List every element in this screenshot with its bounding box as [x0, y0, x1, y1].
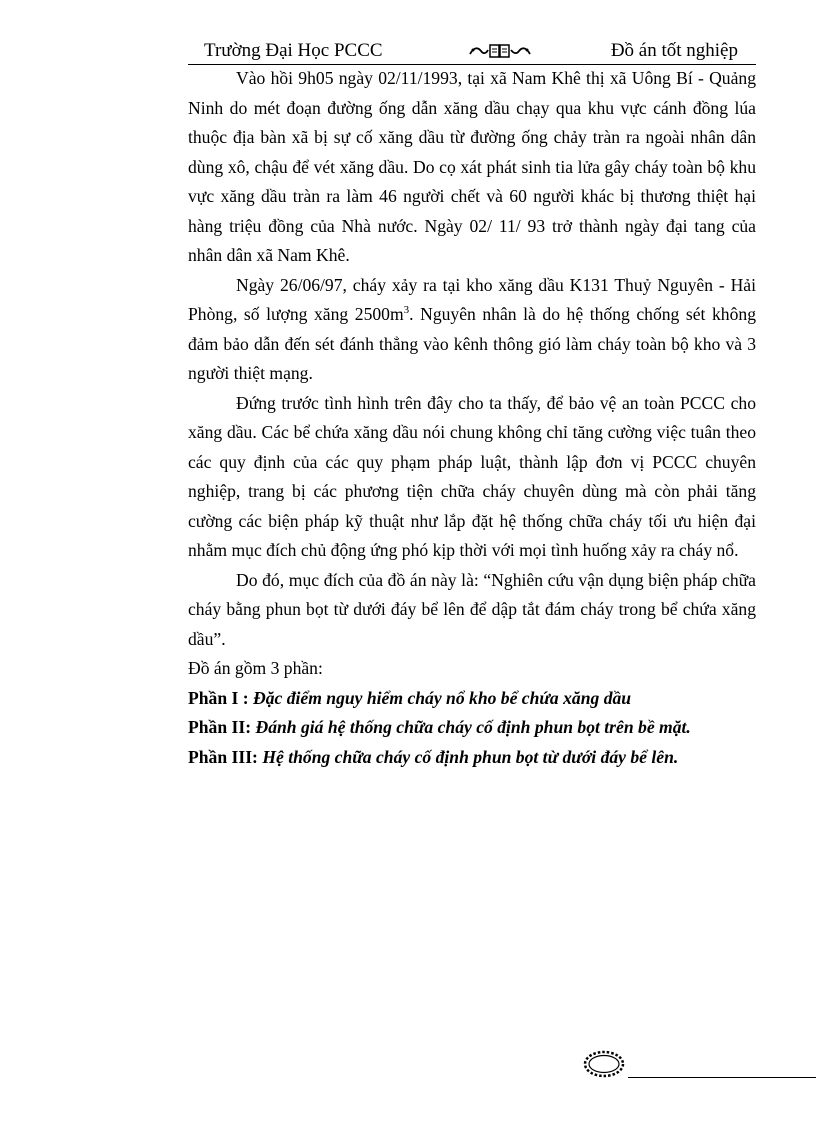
part-title: Đặc điểm nguy hiểm cháy nổ kho bể chứa xăng dầu	[253, 687, 632, 708]
document-body	[188, 64, 756, 772]
book-ornament-icon	[468, 41, 532, 61]
superscript-cube: 3	[403, 304, 410, 317]
paragraph-safety-measures: Đứng trước tình hình trên đây cho ta thấy, để bảo vệ an toàn PCCC cho xăng dầu. Các bể chứa xăng dầu nói chung không chỉ tăng cường việc tuân theo các quy định của các quy phạm pháp luật, thành lập đơn vị PCCC chuyên nghiệp, trang bị các phương tiện chữa cháy chuyên dùng mà còn phải tăng cường các biện pháp kỹ thuật như lắp đặt hệ thống chữa cháy tối ưu hiện đại nhằm mục đích chủ động ứng phó kịp thời với mọi tình huống xảy ra cháy nổ.	[188, 392, 756, 560]
part-title: Đánh giá hệ thống chữa cháy cố định phun bọt trên bề mặt.	[255, 717, 691, 737]
part-item	[188, 743, 756, 773]
part-label: Phần III:	[188, 746, 258, 767]
paragraph-k131-text-a: Ngày 26/06/97, cháy xảy ra tại kho xăng dầu K131 Thuỷ Nguyên - Hải Phòng, số lượng xăng 2500m	[188, 274, 756, 324]
footer-rule	[628, 1077, 816, 1078]
part-label: Phần II:	[188, 717, 252, 737]
wreath-ornament-icon	[580, 1047, 628, 1081]
paragraph-project-structure: Đồ án gồm 3 phần:	[188, 658, 323, 678]
part-title: Hệ thống chữa cháy cố định phun bọt từ dưới đáy bể lên.	[262, 746, 679, 767]
paragraph-k131-incident	[188, 271, 756, 389]
page-header	[188, 38, 756, 65]
part-item	[188, 713, 756, 743]
header-document-type: Đồ án tốt nghiệp	[610, 40, 738, 61]
part-separator: :	[238, 687, 254, 708]
paragraph-project-purpose: Do đó, mục đích của đồ án này là: “Nghiên cứu vận dụng biện pháp chữa cháy bằng phun bọt từ dưới đáy bể lên để dập tắt đám cháy trong bể chứa xăng dầu”.	[188, 569, 756, 649]
part-item	[188, 684, 756, 714]
paragraph-nam-khe-incident: Vào hồi 9h05 ngày 02/11/1993, tại xã Nam Khê thị xã Uông Bí - Quảng Ninh do mét đoạn đường ống dẫn xăng dầu chạy qua khu vực cánh đồng lúa thuộc địa bàn xã bị sự cố xăng dầu từ đường ống chảy tràn ra ngoài nhân dân dùng xô, chậu để vét xăng dầu. Do cọ xát phát sinh tia lửa gây cháy toàn bộ khu vực xăng dầu tràn ra làm 46 người chết và 60 người khác bị thương thiệt hại hàng triệu đồng của Nhà nước. Ngày 02/ 11/ 93 trở thành ngày đại tang của nhân dân xã Nam Khê.	[188, 68, 756, 265]
paragraph-k131-text-b: . Nguyên nhân là do hệ thống chống sét không đảm bảo dẫn đến sét đánh thẳng vào kênh thông gió làm cháy toàn bộ kho và 3 người thiệt mạng.	[188, 304, 756, 383]
header-school-name: Trường Đại Học PCCC	[204, 40, 383, 61]
part-label: Phần I	[188, 687, 239, 708]
